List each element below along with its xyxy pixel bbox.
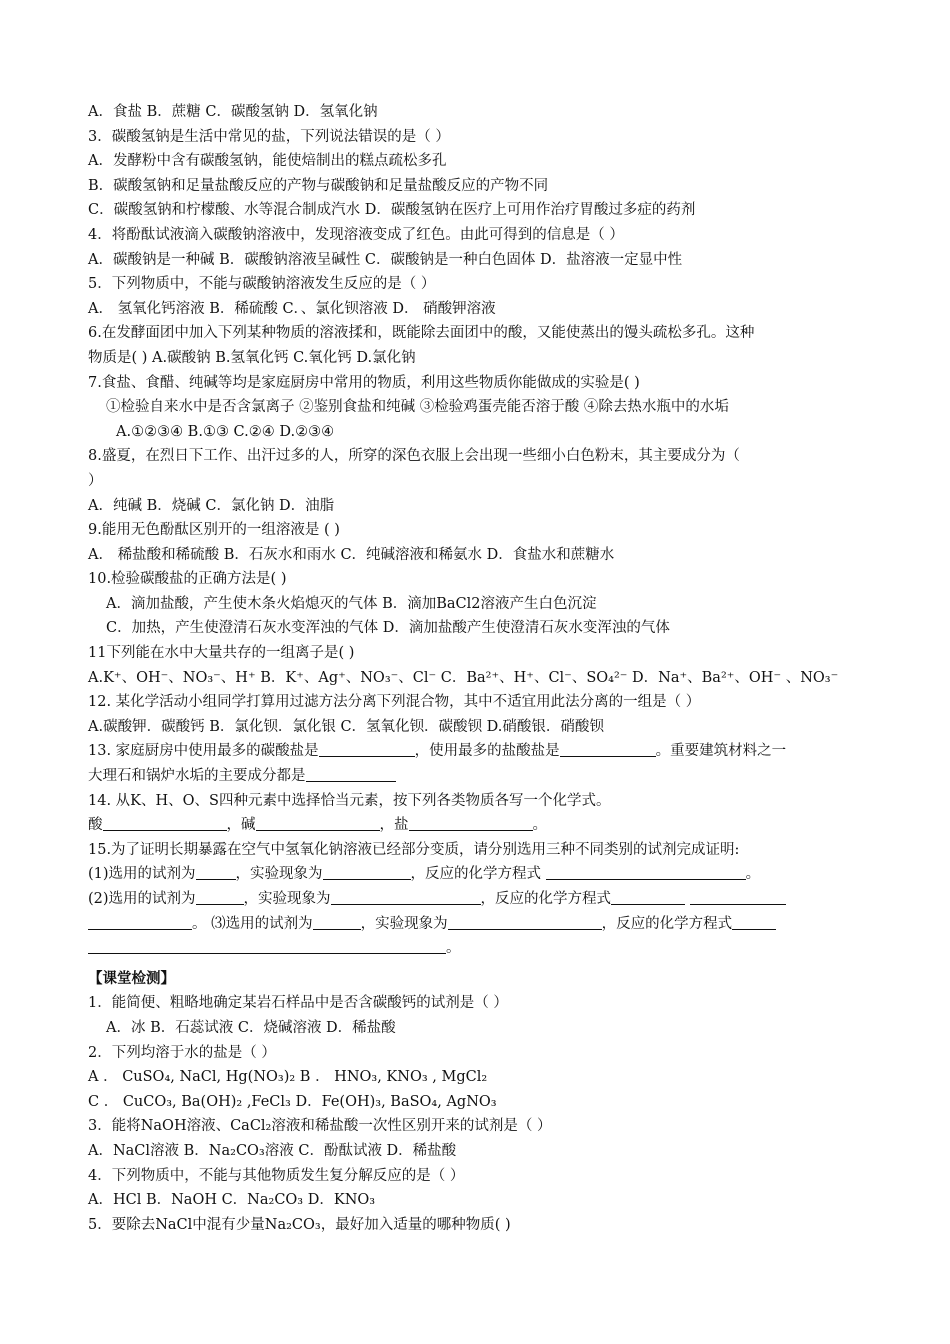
q8-stem: 8.盛夏，在烈日下工作、出汗过多的人，所穿的深色衣服上会出现一些细小白色粉末，其主要成分为（ [88, 448, 740, 465]
q10-options-cd: C．加热，产生使澄清石灰水变浑浊的气体 D．滴加盐酸产生使澄清石灰水变浑浊的气体 [106, 620, 670, 637]
q14-acid-label: 酸 [88, 817, 103, 834]
q7-options: A.①②③④ B.①③ C.②④ D.②③④ [116, 423, 335, 440]
worksheet-page [88, 100, 878, 1237]
test-q2-options-ab: A ． CuSO₄, NaCl, Hg(NO₃)₂ B ． HNO₃, KNO₃ , MgCl₂ [88, 1069, 488, 1086]
test-q1-stem: 1．能简便、粗略地确定某岩石样品中是否含碳酸钙的试剂是（ ） [88, 995, 508, 1012]
q14-salt-label: ，盐 [379, 817, 409, 834]
q14-base-label: ，碱 [226, 817, 256, 834]
q15-3-equation-label: ，反应的化学方程式 [601, 915, 733, 932]
q15-3-equation-blank-a[interactable] [732, 915, 776, 930]
q14-end: 。 [532, 817, 547, 834]
q15-1-phenomenon-label: ，实验现象为 [235, 866, 323, 883]
q13-line2 [88, 764, 878, 789]
q15-1-equation-label: ，反应的化学方程式 [410, 866, 542, 883]
q15-2-phenomenon-label: ，实验现象为 [243, 891, 331, 907]
q15-2-equation-label: ，反应的化学方程式 [480, 891, 612, 907]
q3-option-cd: C．碳酸氢钠和柠檬酸、水等混合制成汽水 D．碳酸氢钠在医疗上可用作治疗胃酸过多症的药剂 [88, 202, 696, 219]
q5-options: A． 氢氧化钙溶液 B．稀硫酸 C．、氯化钡溶液 D． 硝酸钾溶液 [88, 300, 496, 317]
q4-options: A．碳酸钠是一种碱 B．碳酸钠溶液呈碱性 C．碳酸钠是一种白色固体 D．盐溶液一定显中性 [88, 251, 683, 268]
q13-text-1: 13. 家庭厨房中使用最多的碳酸盐是 [88, 743, 319, 760]
q10-options-ab: A．滴加盐酸，产生使木条火焰熄灭的气体 B．滴加BaCl2溶液产生白色沉淀 [106, 595, 597, 612]
q15-part3-cont [88, 936, 878, 961]
q13-blank-chloride[interactable] [560, 742, 656, 757]
test-q3-stem: 3．能将NaOH溶液、CaCl₂溶液和稀盐酸一次性区别开来的试剂是（ ） [88, 1118, 552, 1135]
q15-1-label: (1)选用的试剂为 [88, 866, 196, 883]
q12-stem: 12. 某化学活动小组同学打算用过滤方法分离下列混合物，其中不适宜用此法分离的一组是（ ） [88, 694, 701, 711]
q15-1-phenomenon-blank[interactable] [323, 865, 411, 880]
q15-2-phenomenon-blank[interactable] [331, 890, 481, 905]
q15-2-reagent-blank[interactable] [196, 890, 244, 905]
q6-stem: 6.在发酵面团中加入下列某种物质的溶液揉和，既能除去面团中的酸，又能使蒸出的馒头疏松多孔。这种 [88, 325, 755, 342]
q14-salt-blank[interactable] [409, 816, 533, 831]
q15-stem: 15.为了证明长期暴露在空气中氢氧化钠溶液已经部分变质，请分别选用三种不同类别的试剂完成证明: [88, 841, 740, 858]
q10-stem: 10.检验碳酸盐的正确方法是( ) [88, 571, 287, 588]
q8-stem-cont: ） [88, 472, 103, 489]
q13-blank-marble[interactable] [306, 767, 396, 782]
q8-options: A．纯碱 B．烧碱 C．氯化钠 D．油脂 [88, 497, 335, 514]
q15-2-equation-blank-b[interactable] [690, 890, 786, 905]
q15-3-equation-blank-b[interactable] [88, 939, 446, 954]
q11-stem: 11下列能在水中大量共存的一组离子是( ) [88, 645, 355, 662]
q15-2-equation-blank-c[interactable] [88, 915, 192, 930]
test-q4-stem: 4．下列物质中，不能与其他物质发生复分解反应的是（ ） [88, 1167, 465, 1184]
q15-3-phenomenon-label: ，实验现象为 [360, 915, 448, 932]
test-q1-options: A．冰 B．石蕊试液 C．烧碱溶液 D．稀盐酸 [106, 1019, 396, 1036]
q13-text-3: 。重要建筑材料之一 [655, 743, 787, 760]
q13-line1 [88, 739, 878, 764]
test-q4-options: A．HCl B．NaOH C．Na₂CO₃ D．KNO₃ [88, 1192, 376, 1209]
q15-1-reagent-blank[interactable] [196, 865, 236, 880]
q15-part2 [88, 887, 878, 912]
test-q3-options: A．NaCl溶液 B．Na₂CO₃溶液 C．酚酞试液 D．稀盐酸 [88, 1142, 457, 1159]
q7-stem: 7.食盐、食醋、纯碱等均是家庭厨房中常用的物质，利用这些物质你能做成的实验是( ) [88, 374, 640, 391]
test-q5-stem: 5．要除去NaCl中混有少量Na₂CO₃，最好加入适量的哪种物质( ) [88, 1216, 511, 1233]
q15-3-label: 。 ⑶选用的试剂为 [192, 915, 313, 932]
q14-stem: 14. 从K、H、O、S四种元素中选择恰当元素，按下列各类物质各写一个化学式。 [88, 792, 611, 809]
q15-part1 [88, 862, 878, 887]
test-q2-stem: 2．下列均溶于水的盐是（ ） [88, 1044, 276, 1061]
q15-1-equation-blank[interactable] [546, 865, 746, 880]
q13-blank-carbonate[interactable] [319, 742, 415, 757]
q15-3-end: 。 [446, 940, 461, 957]
q13-text-4: 大理石和锅炉水垢的主要成分都是 [88, 768, 306, 785]
q5-stem: 5．下列物质中，不能与碳酸钠溶液发生反应的是（ ） [88, 276, 436, 293]
q15-1-end: 。 [745, 866, 761, 883]
q12-options: A.碳酸钾．碳酸钙 B．氯化钡．氯化银 C．氢氧化钡．碳酸钡 D.硝酸银．硝酸钡 [88, 718, 604, 735]
q15-3-phenomenon-blank[interactable] [448, 915, 602, 930]
q7-items: ①检验自来水中是否含氯离子 ②鉴别食盐和纯碱 ③检验鸡蛋壳能否溶于酸 ④除去热水瓶中的水垢 [106, 399, 729, 416]
q3-option-b: B．碳酸氢钠和足量盐酸反应的产物与碳酸钠和足量盐酸反应的产物不同 [88, 177, 549, 194]
q14-answers [88, 813, 878, 838]
q14-base-blank[interactable] [256, 816, 380, 831]
q14-acid-blank[interactable] [103, 816, 227, 831]
q3-stem: 3．碳酸氢钠是生活中常见的盐，下列说法错误的是（ ） [88, 128, 450, 145]
q2-options: A．食盐 B．蔗糖 C．碳酸氢钠 D．氢氧化钠 [88, 104, 378, 120]
q4-stem: 4．将酚酞试液滴入碳酸钠溶液中，发现溶液变成了红色。由此可得到的信息是（ ） [88, 226, 624, 243]
q3-option-a: A．发酵粉中含有碳酸氢钠，能使焙制出的糕点疏松多孔 [88, 153, 447, 170]
q15-3-reagent-blank[interactable] [313, 915, 361, 930]
test-q2-options-cd: C ． CuCO₃, Ba(OH)₂ ,FeCl₃ D．Fe(OH)₃, BaSO₄, AgNO₃ [88, 1093, 497, 1110]
q15-part3 [88, 912, 878, 937]
q9-options: A． 稀盐酸和稀硫酸 B．石灰水和雨水 C．纯碱溶液和稀氨水 D．食盐水和蔗糖水 [88, 546, 615, 563]
q9-stem: 9.能用无色酚酞区别开的一组溶液是 ( ) [88, 522, 340, 539]
section-title-class-test: 【课堂检测】 [88, 969, 175, 987]
q15-2-equation-blank-a[interactable] [611, 890, 685, 905]
q11-options: A.K⁺、OH⁻、NO₃⁻、H⁺ B．K⁺、Ag⁺、NO₃⁻、Cl⁻ C．Ba²⁺、H⁺、Cl⁻、SO₄²⁻ D．Na⁺、Ba²⁺、OH⁻ 、NO₃⁻ [88, 669, 839, 686]
q6-options: 物质是( ) A.碳酸钠 B.氢氧化钙 C.氧化钙 D.氯化钠 [88, 349, 416, 366]
q15-2-label: (2)选用的试剂为 [88, 891, 196, 907]
q13-text-2: ，使用最多的盐酸盐是 [414, 743, 560, 760]
